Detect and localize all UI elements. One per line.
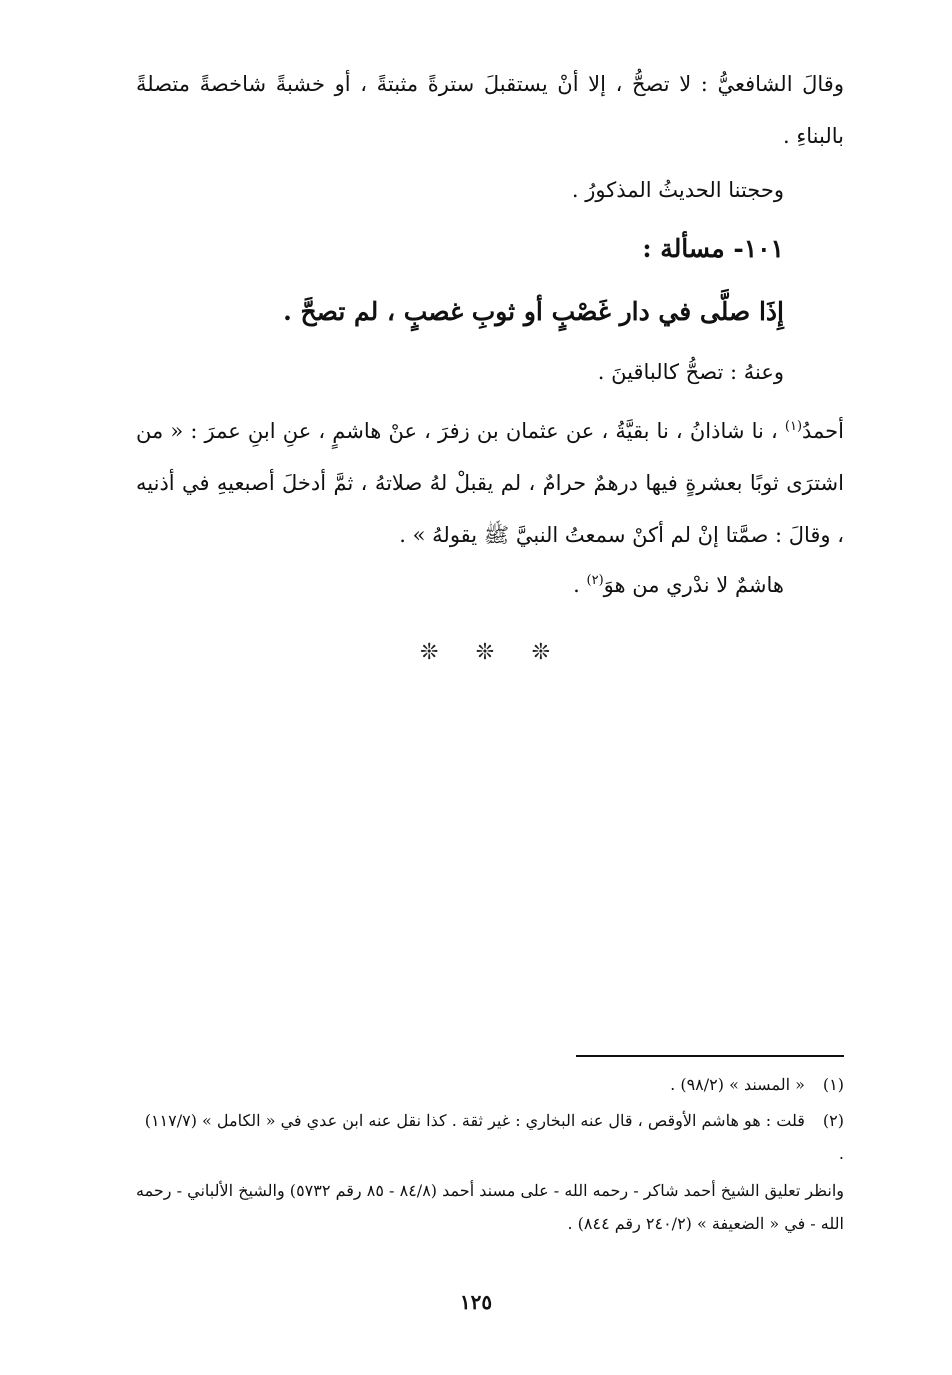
narrator-comment-end: .: [573, 573, 580, 597]
footnote-number: (٢): [822, 1111, 844, 1130]
separator-star-icon: ❊: [475, 640, 495, 665]
separator-star-icon: ❊: [420, 640, 439, 665]
shafii-opinion-paragraph: وقالَ الشافعيُّ : لا تصحُّ ، إلا أنْ يستقبلَ سترةً مثبتةً ، أو خشبةً شاخصةً متصلةً بالبناءِ .: [136, 72, 844, 148]
hadith-author: أحمدُ: [802, 419, 844, 443]
evidence-line: وحجتنا الحديثُ المذكورُ .: [571, 178, 784, 202]
narrator-comment-text: هاشمٌ لا ندْري من هوَ: [603, 573, 784, 597]
footnote-text: قلت : هو هاشم الأوقص ، قال عنه البخاري : غير ثقة . كذا نقل عنه ابن عدي في « الكامل » (١١٧/٧) .: [144, 1111, 844, 1163]
footnote-text: وانظر تعليق الشيخ أحمد شاكر - رحمه الله - على مسند أحمد (٨٤/٨ - ٨٥ رقم ٥٧٣٢) والشيخ الألباني - رحمه الله - في « الضعيفة » (٢٤٠/٢ رقم ٨٤٤) .: [136, 1181, 845, 1233]
footnote-number: (١): [822, 1075, 844, 1094]
footnote-2: [136, 1104, 844, 1170]
narrator-comment: [144, 565, 784, 605]
separator-star-icon: ❊: [531, 640, 550, 665]
masala-heading: ١٠١- مسألة :: [642, 234, 784, 263]
page-number: ١٢٥: [459, 1290, 493, 1314]
footnote-ref-1[interactable]: (١): [784, 419, 803, 434]
footnote-2-continuation: [136, 1174, 844, 1240]
footnote-text: « المسند » (٩٨/٢) .: [670, 1075, 805, 1094]
ruling-statement: إِذَا صلَّى في دار غَصْبٍ أو ثوبِ غصبٍ ، لم تصحَّ .: [283, 297, 784, 326]
section-separator: [420, 640, 550, 665]
alternate-narration-line: وعنهُ : تصحُّ كالباقينَ .: [597, 360, 784, 384]
hadith-text: ، نا شاذانُ ، نا بقيَّةُ ، عن عثمان بن زفرَ ، عنْ هاشمٍ ، عنِ ابنِ عمرَ : « من اشترَى ثوبًا بعشرةٍ فيها درهمٌ حرامٌ ، لم يقبلْ لهُ صلاتهُ ، ثمَّ أدخلَ أصبعيهِ في أذنيه ، وقالَ : صمَّتا إنْ لم أكنْ سمعتُ النبيَّ ﷺ يقولهُ » .: [136, 419, 844, 547]
footnote-divider: [576, 1055, 844, 1057]
footnote-1: [136, 1068, 844, 1101]
footnote-ref-2[interactable]: (٢): [586, 573, 604, 588]
hadith-paragraph: [136, 405, 844, 561]
